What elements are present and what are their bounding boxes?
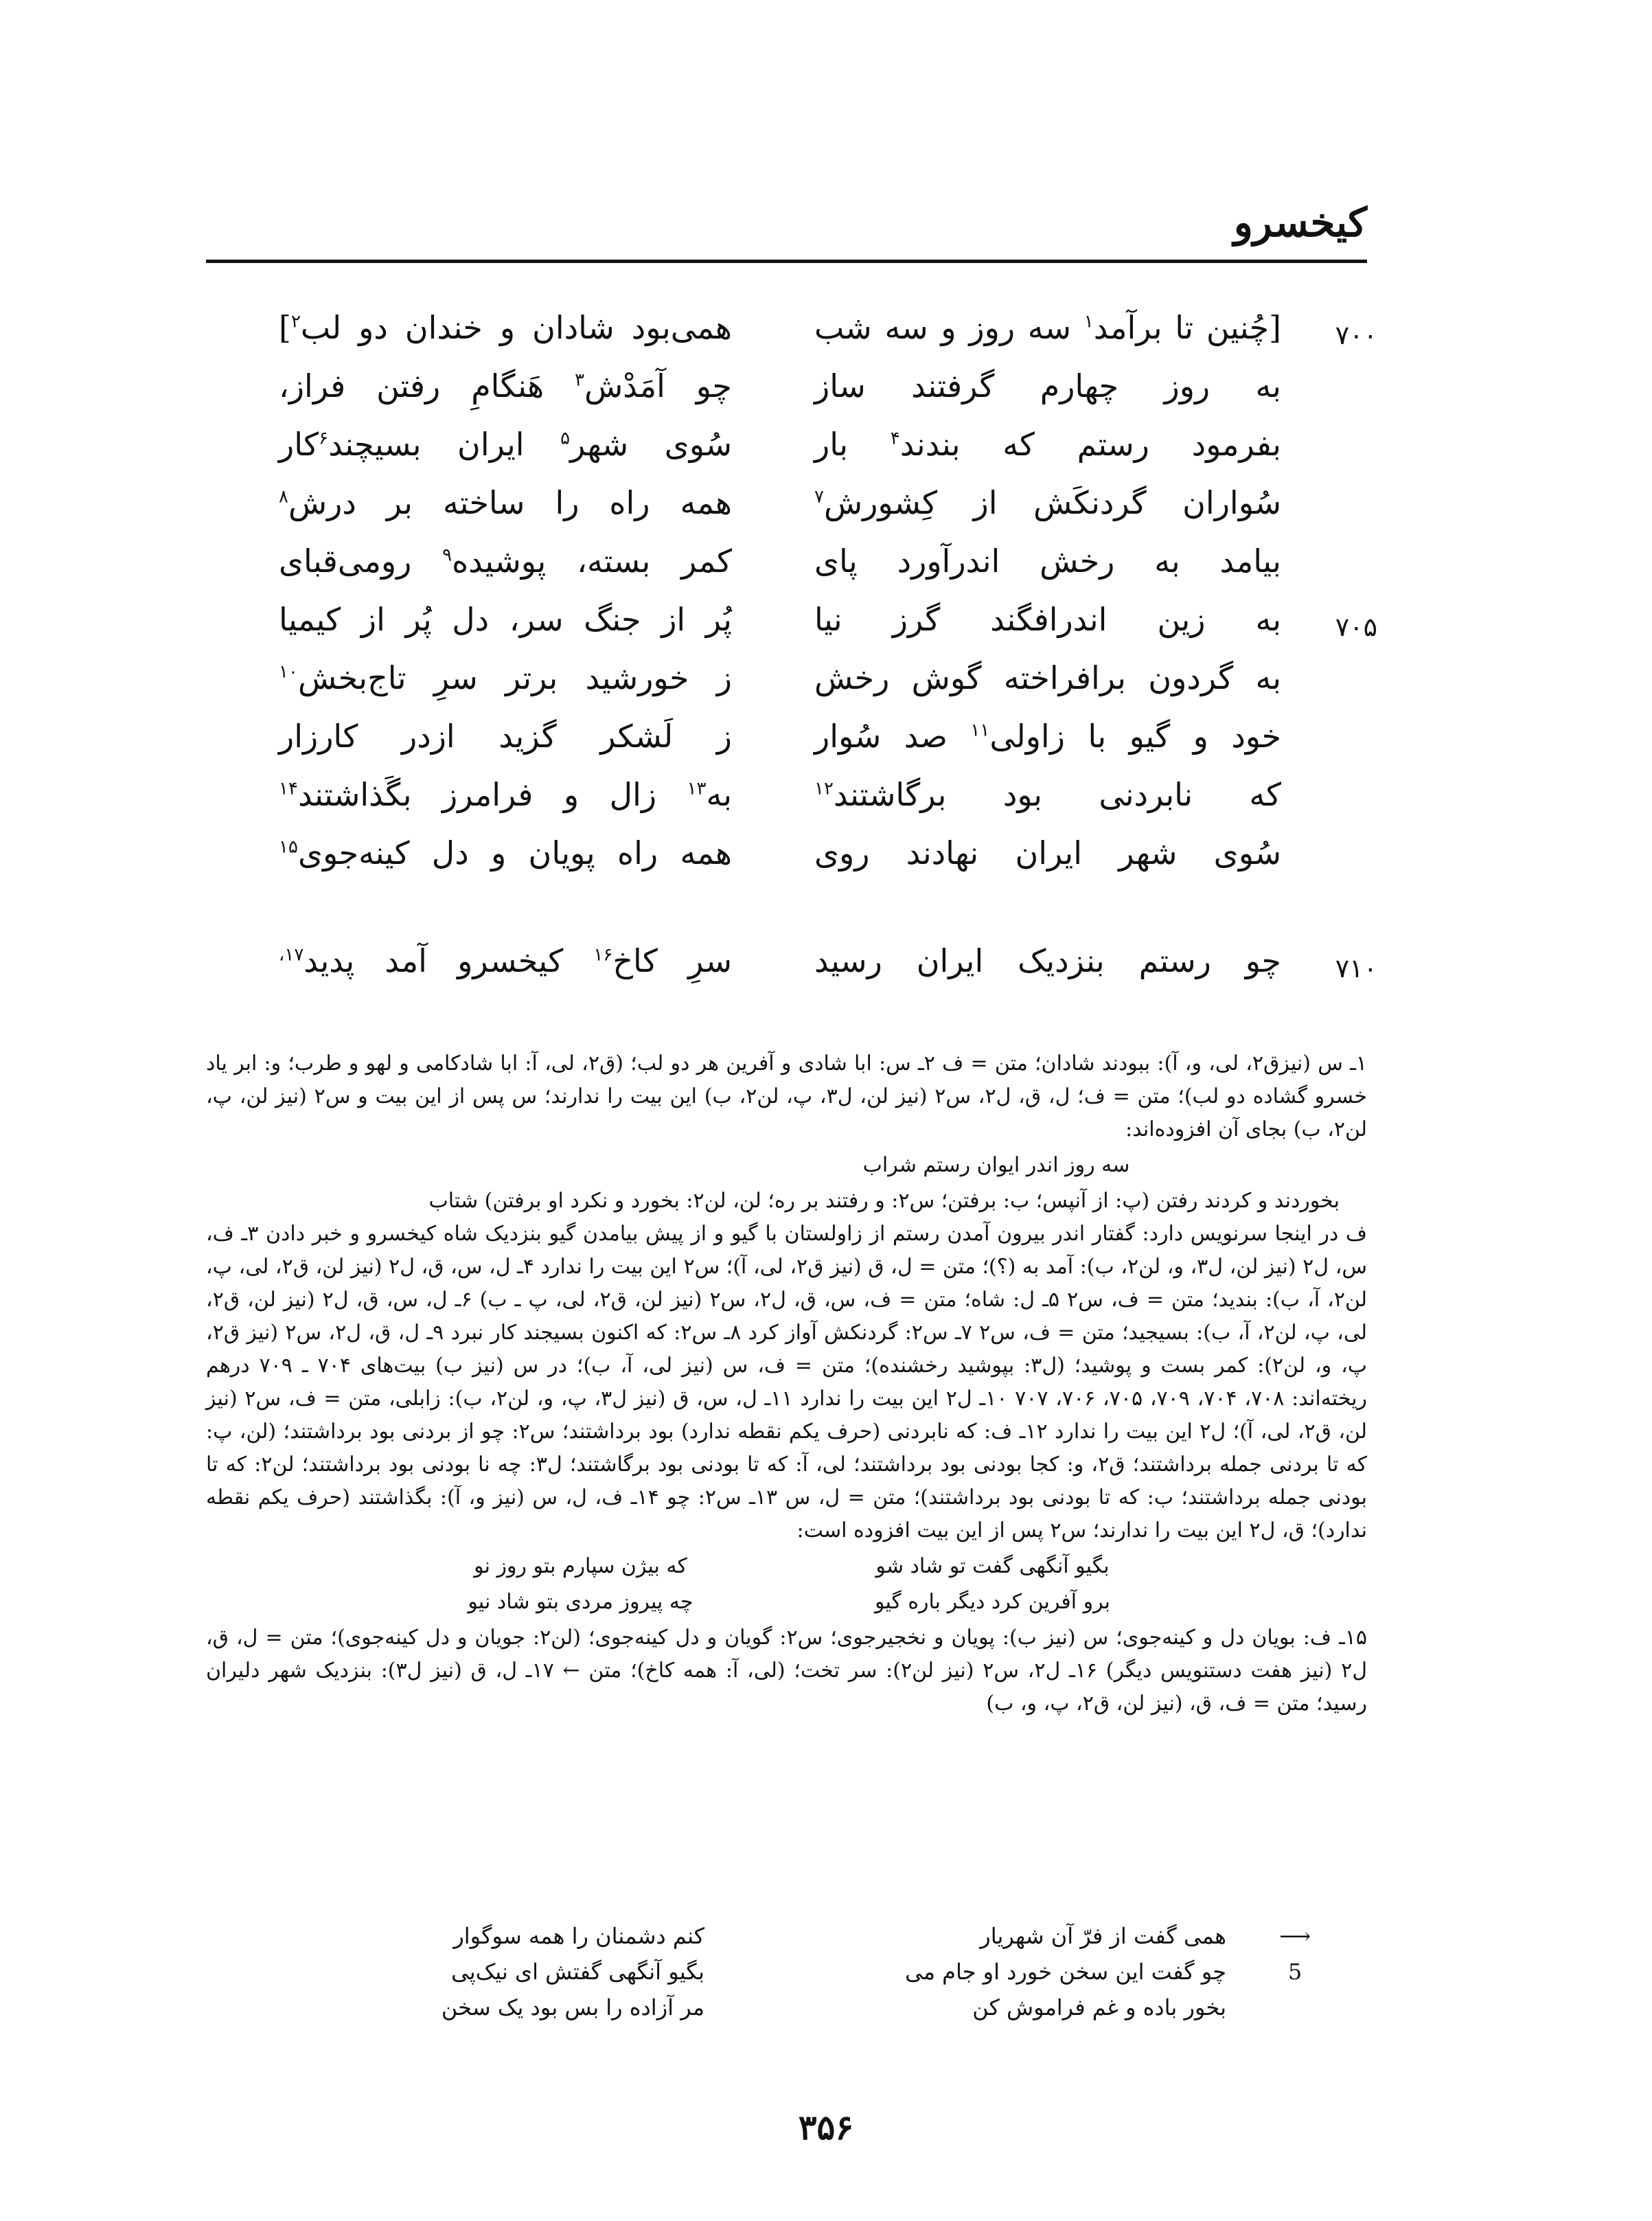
hemistich-second [279,942,732,979]
hemistich-first [814,776,1281,813]
verse-text: همه راه پویان و دل کینه‌جوی [297,834,732,872]
footnote-ref: ۳ [575,369,585,391]
hemistich-first [814,659,1281,696]
footnote-verse-row [206,1550,1367,1583]
variant-line-number: 5 [1287,1959,1303,1985]
verse-row [279,309,1377,367]
variant-hemistich-first: همی گفت از فرّ آن شهریار [980,1923,1226,1949]
verse-text: به روز چهارم گرفتند ساز [814,367,1281,405]
hemistich-first [814,484,1281,521]
footnote-ref: ۱ [1083,311,1094,332]
hemistich-second [279,718,732,755]
verse-text: صد سُوار [814,718,971,755]
variant-verse-row [288,1994,1322,2030]
arrow-right-icon: ⟶ [1279,1923,1311,1949]
variant-hemistich-second: بگیو آنگهی گفتش ای نیک‌پی [451,1959,704,1985]
footnote-ref: ۱۵ [279,836,298,858]
hemistich-second [279,426,732,463]
footnote-hemistich: بگیو آنگهی گفت تو شاد شو [875,1554,1110,1578]
footnote-ref: ۹ [442,545,452,566]
hemistich-second [279,543,732,580]
variant-verse-row [288,1959,1322,1994]
hemistich-first [814,942,1281,979]
verse-text: ز خورشید برتر سرِ تاج‌بخش [297,659,732,696]
verse-text: ] [279,309,291,346]
footnote-ref: ۱۳ [687,778,707,799]
footnote-ref: ۱۴ [279,778,298,799]
variant-hemistich-first: چو گفت این سخن خورد او جام می [905,1959,1226,1985]
verse-text: زال و فرامرز بگَذاشتند [297,776,687,813]
header-rule [206,260,1367,263]
footnote-ref: ۱۱ [970,720,990,741]
verse-text: سُوی شهر ایران نهادند روی [814,834,1281,872]
footnote-ref: ۵ [560,428,571,449]
hemistich-first [814,426,1281,463]
verse-row [279,942,1377,1001]
verse-row [279,426,1377,484]
hemistich-second [279,834,732,872]
variant-verse-row [288,1923,1322,1959]
footnote-paragraph-1: ۱ـ س (نیزق۲، لی، و، آ): ببودند شادان؛ متن = ف ۲ـ س: ابا شادی و آفرین هر دو لب؛ (ق۲، لی، آ: ابا شادکامی و لهو و طرب؛ و: ابر یاد خسرو گشاده دو لب)؛ متن = ف؛ ل، ق، ل۲، س۲ (نیز لن، ل۳، پ، لن۲، ب) این بیت را ندارند؛ س پس از این بیت و س۲ (نیز لن، پ، لن۲، ب) بجای آن افزوده‌اند: [206,1051,1367,1141]
footnote-ref: ۶ [319,428,329,449]
footnote-hemistich: چه پیروز مردی بتو شاد نیو [468,1590,693,1614]
verse-text: که نابردنی بود برگاشتند [833,776,1281,813]
hemistich-second [279,659,732,696]
verse-text: به [706,776,732,813]
verse-row [279,601,1377,659]
verse-text: چو رستم بنزدیک ایران رسید [814,942,1281,979]
variant-hemistich-second: کنم دشمنان را همه سوگوار [453,1923,704,1949]
variant-hemistich-first: بخور باده و غم فراموش کن [972,1994,1226,2020]
footnote-verse-line-b: بخوردند و کردند رفتن (پ: از آنپس؛ ب: برفتن؛ س۲: و رفتند بر ره؛ لن، لن۲: بخورد و نکرد او برفتن) شتاب [428,1189,1340,1213]
verse-row [279,367,1377,426]
verse-row [279,659,1377,718]
footnote-paragraph-3: ۱۵ـ ف: بویان دل و کینه‌جوی؛ س (نیز ب): پویان و نخجیرجوی؛ س۲: گویان و دل کینه‌جوی؛ (لن۲: جویان و دل کینه‌جوی)؛ متن = ل، ق، ل۲ (نیز هفت دستنویس دیگر) ۱۶ـ ل۲، س۲ (نیز لن۲): سر تخت؛ (لی، آ: همه کاخ)؛ متن ← ۱۷ـ ل، ق (نیز ل۳): بنزدیک شهر دلیران رسید؛ متن = ف، ق، (نیز لن، ق۲، پ، و، ب) [206,1626,1368,1716]
footnote-hemistich: که بیژن سپارم بتو روز نو [474,1554,687,1578]
hemistich-first [814,834,1281,872]
verse-row [279,484,1377,543]
footnote-paragraph-2: ف در اینجا سرنویس دارد: گفتار اندر بیرون آمدن رستم از زاولستان با گیو و از پیش بیامدن گیو بنزدیک شاه کیخسرو و خبر دادن ۳ـ ف، س، ل۲ (نیز لن، ل۳، و، لن۲، ب): آمد به (؟)؛ متن = ل، ق (نیز ق۲، لی، آ)؛ س۲ این بیت را ندارد ۴ـ ل، س، ق، ل۲ (نیز لن، ق۲، لی، پ، لن۲، آ، ب): بندید؛ متن = ف، س۲ ۵ـ ل: شاه؛ متن = ف، س، ق، ل۲، س۲ (نیز لن، ق۲، لی، پ ـ ب) ۶ـ ل، س، ق، ل۲ (نیز لن، ق۲، لی، پ، لن۲، آ، ب): بسیجید؛ متن = ف، س۲ ۷ـ س۲: گردنکش آواز کرد ۸ـ س۲: که اکنون بسیجند کار نبرد ۹ـ ل، ق، ل۲، س۲ (نیز ق۲، پ، و، لن۲): کمر بست و پوشید؛ (ل۳: بپوشید رخشنده)؛ متن = ف، س (نیز لی، آ، ب)؛ در س (نیز ب) بیت‌های ۷۰۴ ـ ۷۰۹ درهم ریخته‌اند: ۷۰۸، ۷۰۴، ۷۰۹، ۷۰۵، ۷۰۶، ۷۰۷ ۱۰ـ ل۲ این بیت را ندارد ۱۱ـ ل، س، ق (نیز ل۳، پ، و، لن۲، ب): زابلی، متن = ف، س۲ (نیز لن، ق۲، لی، آ)؛ ل۲ این بیت را ندارد ۱۲ـ ف: که نابردنی (حرف یکم نقطه ندارد) بود برداشتند؛ س۲: چو از بردنی بود برداشتند؛ (لن، پ: که تا بردنی جمله برداشتند؛ ق۲، و: کجا بودنی بود برداشتند؛ لی، آ: که تا بودنی بود برگاشتند؛ ل۳: چه نا بودنی بود برداشتند؛ لن۲: که تا بودنی جمله برداشتند؛ ب: که تا بودنی بود برداشتند)؛ متن = ل، س ۱۳ـ س۲: چو ۱۴ـ ف، ل، س (نیز و، آ): بگذاشتند (حرف یکم نقطه ندارد)؛ ق، ل۲ این بیت را ندارند؛ س۲ پس از این بیت افزوده است: [206,1222,1368,1542]
variant-verse-block [288,1923,1322,2030]
hemistich-second [279,776,732,813]
footnote-ref: ۱۶ [593,944,613,966]
verse-block [279,309,1377,1001]
footnote-added-verses [206,1550,1367,1619]
verse-text: رومی‌قبای [279,543,443,580]
hemistich-second [279,484,732,521]
footnote-ref: ۱۲ [814,778,834,799]
verse-row [279,718,1377,776]
verse-text: پُر از جنگ سر، دل پُر از کیمیا [279,601,732,638]
verse-text: همی‌بود شادان و خندان دو لب [300,309,732,346]
verse-row [279,776,1377,834]
verse-text: ز لَشکر گزید ازدر کارزار [279,718,732,755]
verse-text: هَنگامِ رفتن فراز، [279,367,575,405]
verse-text: بیامد به رخش اندرآورد پای [814,543,1281,580]
footnote-verse-line-a: سه روز اندر ایوان رستم شراب [862,1153,1130,1177]
verse-text: سه روز و سه شب [814,309,1084,346]
running-header-title: کیخسرو [1233,199,1367,246]
verse-text: سرِ کاخ [612,942,732,979]
verse-text: سُوی شهر [570,426,733,463]
hemistich-second [279,309,732,346]
verse-row [279,834,1377,893]
footnotes [206,1047,1367,1720]
verse-text: [چُنین تا برآمد [1093,309,1281,346]
footnote-hemistich: برو آفرین کرد دیگر باره گیو [874,1590,1111,1614]
footnote-ref: ۱۷، [279,944,304,966]
page-number: ۳۵۶ [798,2107,854,2148]
verse-text: کار [279,426,319,463]
footnote-verse-row [206,1586,1367,1619]
hemistich-second [279,367,732,405]
hemistich-first [814,718,1281,755]
hemistich-second [279,601,732,638]
variant-hemistich-second: مر آزاده را بس بود یک سخن [441,1994,704,2020]
verse-number: ۷۰۰ [1335,320,1377,350]
hemistich-first [814,601,1281,638]
hemistich-first [814,367,1281,405]
verse-text: بفرمود رستم که بندند [899,426,1281,463]
verse-text: کیخسرو آمد پدید [303,942,594,979]
footnote-ref: ۸ [279,486,288,508]
hemistich-first [814,543,1281,580]
hemistich-first [814,309,1281,346]
verse-text: کمر بسته، پوشیده [452,543,732,580]
verse-text: خود و گیو با زاولی [989,718,1282,755]
verse-text: همه راه را ساخته بر درش [288,484,732,521]
verse-row [279,543,1377,601]
footnote-ref: ۴ [890,428,900,449]
verse-text: به گردون برافراخته گوش رخش [814,659,1281,696]
footnote-ref: ۲ [290,311,301,332]
footnote-inserted-verse [206,1149,1367,1182]
verse-number: ۷۰۵ [1335,612,1377,642]
verse-text: بار [814,426,891,463]
verse-text: ایران بسیچند [328,426,561,463]
footnote-ref: ۷ [814,486,824,508]
verse-text: چو آمَدْش [584,367,732,405]
footnote-ref: ۱۰ [279,661,298,683]
verse-number: ۷۱۰ [1335,953,1377,983]
verse-text: سُواران گردنکَش از کِشورش [823,484,1281,521]
verse-text: به زین اندرافگند گرز نیا [814,601,1281,638]
